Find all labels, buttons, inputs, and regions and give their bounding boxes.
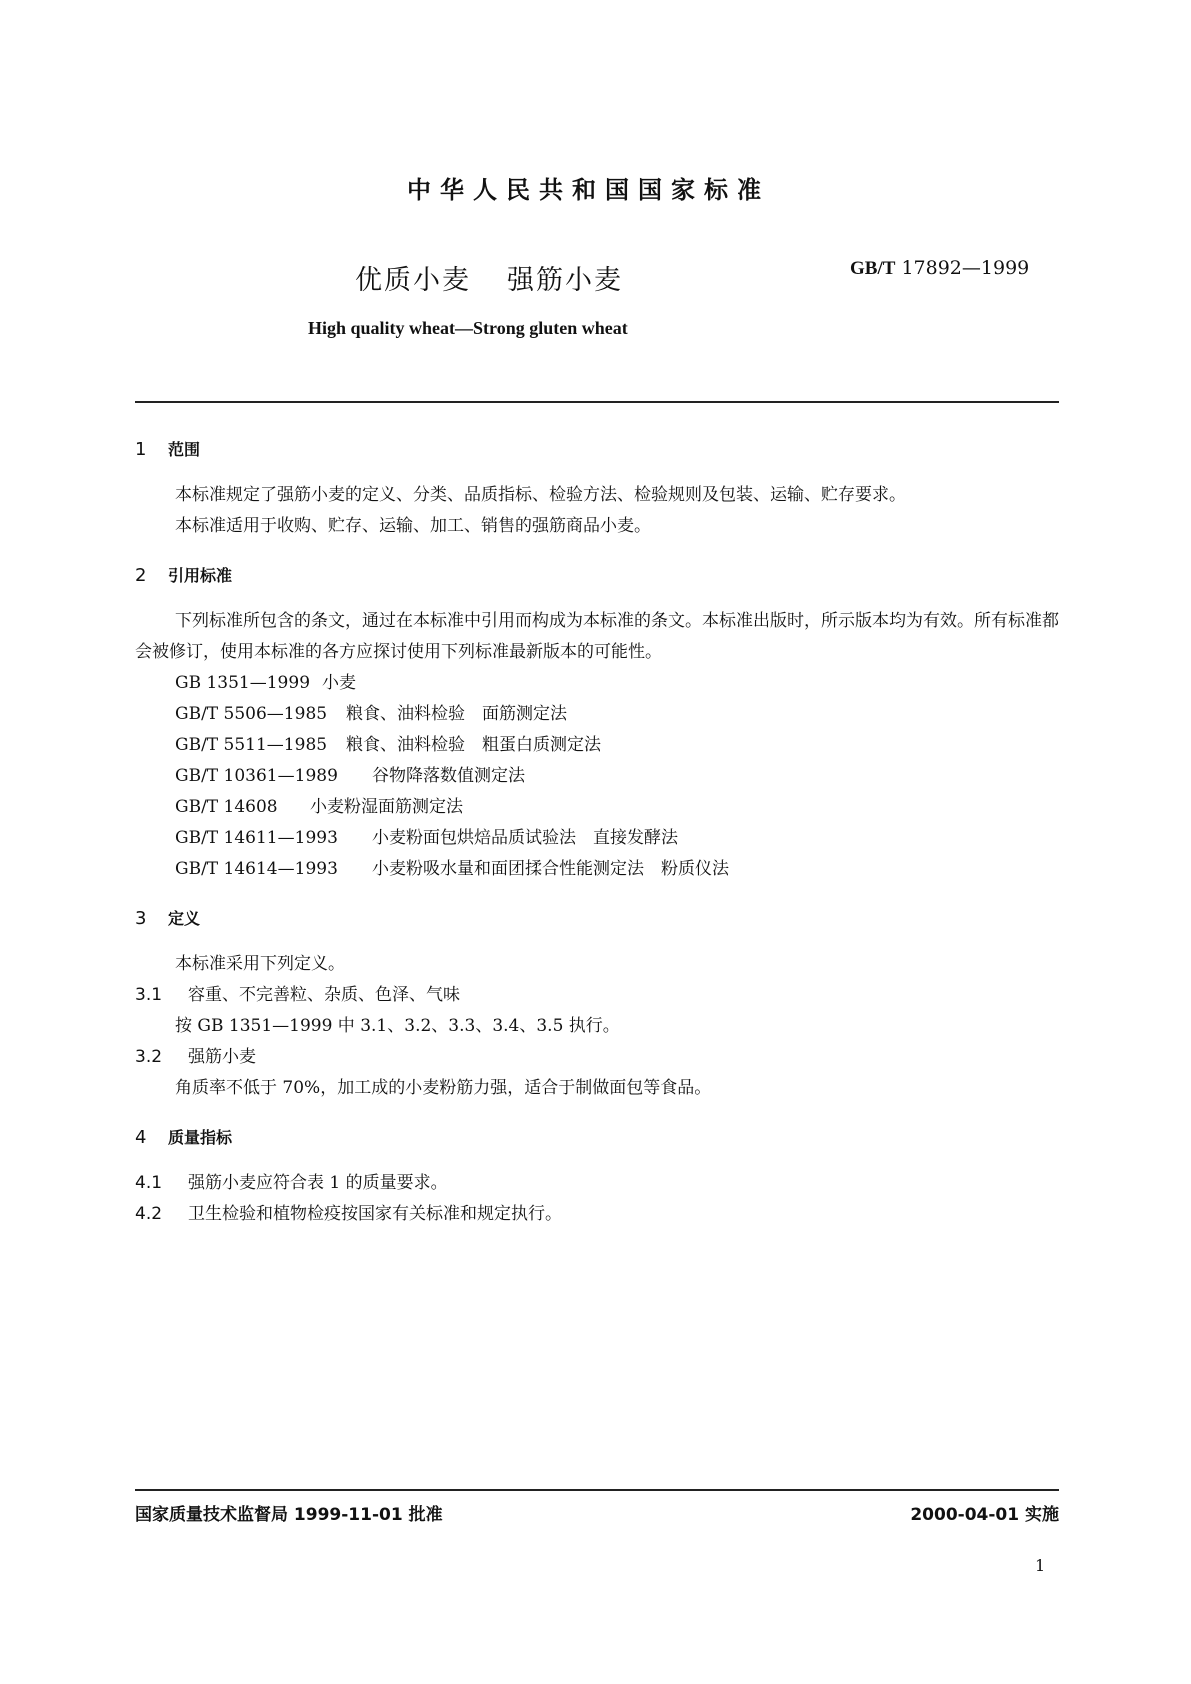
subsection-text: 强筋小麦应符合表 1 的质量要求。 [188,1173,448,1193]
standard-code [850,257,1029,280]
reference-code: GB/T 14614—1993 [175,859,338,879]
english-title: High quality wheat—Strong gluten wheat [308,318,628,338]
reference-title: 小麦 [322,673,356,693]
reference-item [175,730,601,761]
section-title: 质量指标 [168,1128,233,1147]
section-heading-4 [135,1125,232,1148]
subsection-text: 卫生检验和植物检疫按国家有关标准和规定执行。 [188,1204,562,1224]
subsection-number: 4.1 [135,1173,163,1193]
section-number: 2 [135,565,147,586]
subsection-3-1 [135,980,460,1011]
reference-code: GB/T 10361—1989 [175,766,338,786]
section-number: 4 [135,1127,147,1148]
reference-item [175,823,678,854]
section-title: 范围 [168,440,201,459]
reference-code: GB/T 5511—1985 [175,735,328,755]
subsection-4-2 [135,1199,562,1230]
org-title: 中华人民共和国国家标准 [407,176,770,204]
reference-title: 小麦粉吸水量和面团揉合性能测定法 粉质仪法 [372,859,729,879]
reference-title: 小麦粉面包烘焙品质试验法 直接发酵法 [372,828,678,848]
subsection-number: 3.2 [135,1047,163,1067]
standard-code-number: 17892—1999 [901,257,1030,279]
standard-title [355,258,623,297]
reference-title: 粮食、油料检验 面筋测定法 [346,704,567,724]
reference-item [175,699,567,730]
subsection-4-1 [135,1168,448,1199]
header-divider [135,401,1059,403]
reference-title: 谷物降落数值测定法 [372,766,525,786]
section-heading-2 [135,563,232,586]
page-number: 1 [1035,1556,1046,1575]
footer-divider [135,1489,1059,1491]
paragraph: 按 GB 1351—1999 中 3.1、3.2、3.3、3.4、3.5 执行。 [175,1016,620,1036]
implementation-date: 2000-04-01 实施 [910,1505,1059,1525]
reference-code: GB/T 14608 [175,797,278,817]
paragraph: 角质率不低于 70%，加工成的小麦粉筋力强，适合于制做面包等食品。 [175,1078,712,1098]
subsection-number: 3.1 [135,985,163,1005]
section-heading-3 [135,906,200,929]
reference-title: 粮食、油料检验 粗蛋白质测定法 [346,735,601,755]
subsection-title: 容重、不完善粒、杂质、色泽、气味 [188,985,460,1005]
reference-code: GB 1351—1999 [175,673,311,693]
subsection-title: 强筋小麦 [188,1047,256,1067]
section-number: 1 [135,439,147,460]
section-title: 定义 [168,909,201,928]
standard-code-prefix: GB/T [850,258,896,279]
paragraph: 下列标准所包含的条文，通过在本标准中引用而构成为本标准的条文。本标准出版时，所示版本均为有效。所有标准都会被修订，使用本标准的各方应探讨使用下列标准最新版本的可能性。 [135,611,1059,662]
reference-code: GB/T 14611—1993 [175,828,338,848]
paragraph: 本标准适用于收购、贮存、运输、加工、销售的强筋商品小麦。 [175,516,651,536]
subsection-3-2 [135,1042,256,1073]
section-title: 引用标准 [168,566,233,585]
reference-title: 小麦粉湿面筋测定法 [310,797,463,817]
paragraph: 本标准采用下列定义。 [175,954,345,974]
reference-item [175,761,525,792]
approval-date: 国家质量技术监督局 1999-11-01 批准 [135,1505,443,1525]
standard-title-part2: 强筋小麦 [507,265,623,296]
subsection-number: 4.2 [135,1204,163,1224]
paragraph: 本标准规定了强筋小麦的定义、分类、品质指标、检验方法、检验规则及包装、运输、贮存要求。 [175,485,906,505]
section-number: 3 [135,908,147,929]
reference-code: GB/T 5506—1985 [175,704,328,724]
reference-item [175,854,729,885]
reference-item [175,792,463,823]
standard-title-part1: 优质小麦 [355,265,471,296]
section-heading-1 [135,437,200,460]
reference-item [175,668,356,699]
